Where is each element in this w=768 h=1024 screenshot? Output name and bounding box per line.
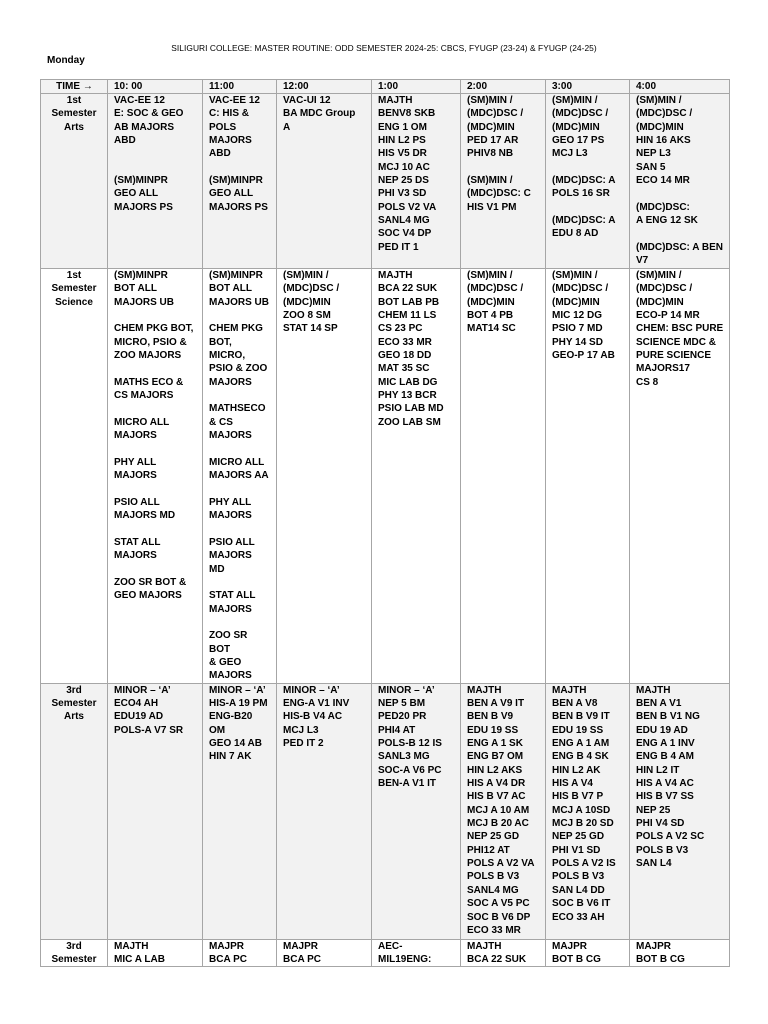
table-cell: MAJTH BENV8 SKB ENG 1 OM HIN L2 PS HIS V5 DR MCJ 10 AC NEP 25 DS PHI V3 SD POLS V2 VA SANL4 MG SOC V4 DP PED IT 1 [372,94,461,269]
table-row [41,269,730,684]
table-row [41,94,730,269]
table-cell: VAC-EE 12 E: SOC & GEO AB MAJORS ABD (SM)MINPR GEO ALL MAJORS PS [108,94,203,269]
table-cell: VAC-UI 12 BA MDC Group A [277,94,372,269]
slot-header: 12:00 [277,80,372,94]
table-cell: AEC- MIL19ENG: [372,939,461,967]
row-label: 3rd Semester [41,939,108,967]
row-label: 1st Semester Arts [41,94,108,269]
table-cell: MAJTH BCA 22 SUK [461,939,546,967]
row-label: 3rd Semester Arts [41,683,108,939]
table-cell: MAJTH MIC A LAB [108,939,203,967]
table-row [41,939,730,967]
table-cell: MAJTH BEN A V9 IT BEN B V9 EDU 19 SS ENG A 1 SK ENG B7 OM HIN L2 AKS HIS A V4 DR HIS B V7 AC MCJ A 10 AM MCJ B 20 AC NEP 25 GD PHI12 AT POLS A V2 VA POLS B V3 SANL4 MG SOC A V5 PC SOC B V6 DP ECO 33 MR [461,683,546,939]
table-cell: (SM)MIN / (MDC)DSC / (MDC)MIN HIN 16 AKS NEP L3 SAN 5 ECO 14 MR (MDC)DSC: A ENG 12 SK (MDC)DSC: A BEN V7 [630,94,730,269]
table-row [41,683,730,939]
row-label: 1st Semester Science [41,269,108,684]
table-cell: (SM)MINPR BOT ALL MAJORS UB CHEM PKG BOT, MICRO, PSIO & ZOO MAJORS MATHS ECO & CS MAJORS MICRO ALL MAJORS PHY ALL MAJORS PSIO ALL MAJORS MD STAT ALL MAJORS ZOO SR BOT & GEO MAJORS [108,269,203,684]
slot-header: 10: 00 [108,80,203,94]
slot-header: 4:00 [630,80,730,94]
table-cell: (SM)MIN / (MDC)DSC / (MDC)MIN PED 17 AR PHIV8 NB (SM)MIN / (MDC)DSC: C HIS V1 PM [461,94,546,269]
day-label: Monday [47,55,85,66]
table-cell: MINOR – ‘A’ ECO4 AH EDU19 AD POLS-A V7 SR [108,683,203,939]
routine-title: SILIGURI COLLEGE: MASTER ROUTINE: ODD SEMESTER 2024-25: CBCS, FYUGP (23-24) & FYUGP (24-25) [171,43,597,53]
table-cell: MINOR – ‘A’ HIS-A 19 PM ENG-B20 OM GEO 14 AB HIN 7 AK [203,683,277,939]
time-header: TIME → [41,80,108,94]
table-cell: MINOR – ‘A’ ENG-A V1 INV HIS-B V4 AC MCJ L3 PED IT 2 [277,683,372,939]
table-cell: (SM)MIN / (MDC)DSC / (MDC)MIN GEO 17 PS MCJ L3 (MDC)DSC: A POLS 16 SR (MDC)DSC: A EDU 8 AD [546,94,630,269]
slot-header: 2:00 [461,80,546,94]
table-cell: MAJTH BEN A V1 BEN B V1 NG EDU 19 AD ENG A 1 INV ENG B 4 AM HIN L2 IT HIS A V4 AC HIS B V7 SS NEP 25 PHI V4 SD POLS A V2 SC POLS B V3 SAN L4 [630,683,730,939]
table-cell: (SM)MIN / (MDC)DSC / (MDC)MIN MIC 12 DG PSIO 7 MD PHY 14 SD GEO-P 17 AB [546,269,630,684]
table-cell: MAJTH BCA 22 SUK BOT LAB PB CHEM 11 LS CS 23 PC ECO 33 MR GEO 18 DD MAT 35 SC MIC LAB DG PHY 13 BCR PSIO LAB MD ZOO LAB SM [372,269,461,684]
slot-header: 3:00 [546,80,630,94]
header-row [41,80,730,94]
table-cell: MAJPR BCA PC [203,939,277,967]
table-cell: (SM)MIN / (MDC)DSC / (MDC)MIN BOT 4 PB MAT14 SC [461,269,546,684]
table-cell: MAJPR BOT B CG [546,939,630,967]
slot-header: 1:00 [372,80,461,94]
table-cell: MAJPR BOT B CG [630,939,730,967]
slot-header: 11:00 [203,80,277,94]
table-cell: VAC-EE 12 C: HIS & POLS MAJORS ABD (SM)MINPR GEO ALL MAJORS PS [203,94,277,269]
routine-table [40,79,730,967]
table-cell: (SM)MINPR BOT ALL MAJORS UB CHEM PKG BOT, MICRO, PSIO & ZOO MAJORS MATHSECO & CS MAJORS MICRO ALL MAJORS AA PHY ALL MAJORS PSIO ALL MAJORS MD STAT ALL MAJORS ZOO SR BOT & GEO MAJORS [203,269,277,684]
table-cell: (SM)MIN / (MDC)DSC / (MDC)MIN ECO-P 14 MR CHEM: BSC PURE SCIENCE MDC & PURE SCIENCE MAJORS17 CS 8 [630,269,730,684]
table-cell: MINOR – ‘A’ NEP 5 BM PED20 PR PHI4 AT POLS-B 12 IS SANL3 MG SOC-A V6 PC BEN-A V1 IT [372,683,461,939]
table-cell: MAJTH BEN A V8 BEN B V9 IT EDU 19 SS ENG A 1 AM ENG B 4 SK HIN L2 AK HIS A V4 HIS B V7 P MCJ A 10SD MCJ B 20 SD NEP 25 GD PHI V1 SD POLS A V2 IS POLS B V3 SAN L4 DD SOC B V6 IT ECO 33 AH [546,683,630,939]
table-cell: MAJPR BCA PC [277,939,372,967]
table-cell: (SM)MIN / (MDC)DSC / (MDC)MIN ZOO 8 SM STAT 14 SP [277,269,372,684]
